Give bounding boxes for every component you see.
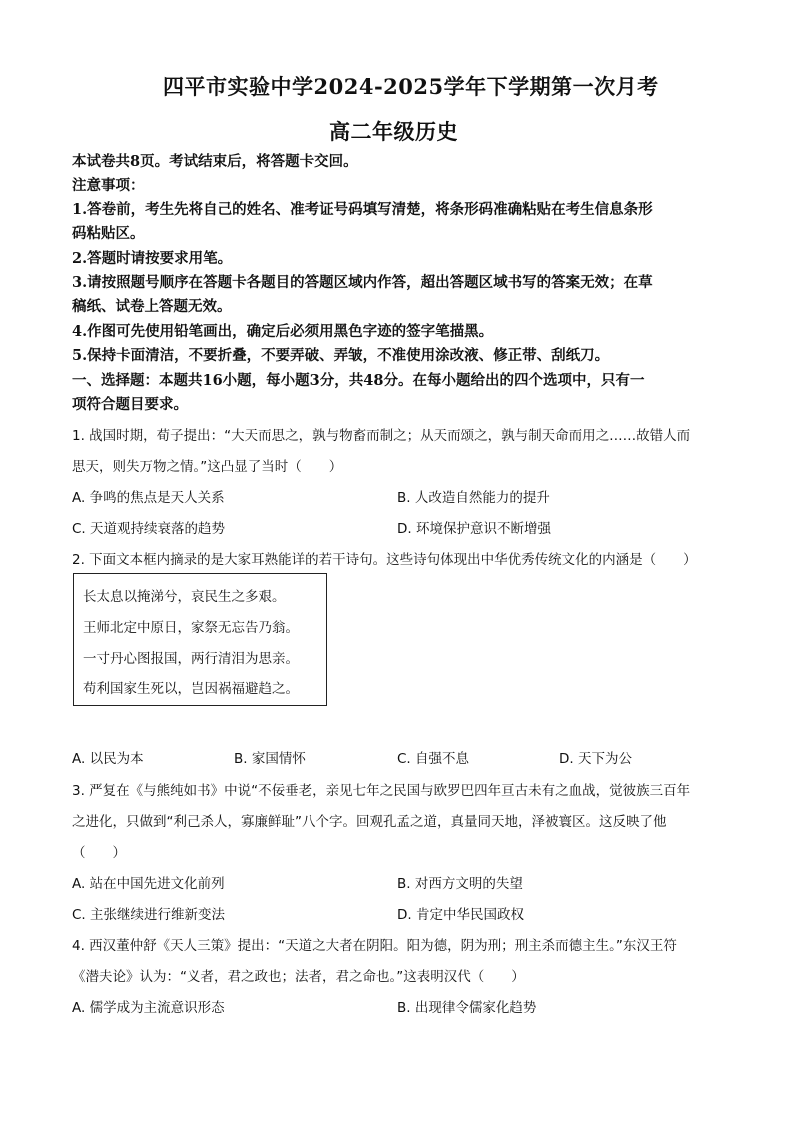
q3-stem-line-1: 3. 严复在《与熊纯如书》中说“不佞垂老，亲见七年之民国与欧罗巴四年亘古未有之血战，觉彼族三百年	[72, 783, 691, 799]
q4-option-a: A. 儒学成为主流意识形态	[72, 1000, 225, 1016]
q3-option-a: A. 站在中国先进文化前列	[72, 876, 225, 892]
q2-option-c: C. 自强不息	[397, 751, 470, 767]
exam-intro: 本试卷共8页。考试结束后，将答题卡交回。	[72, 153, 358, 170]
notice-heading: 注意事项：	[72, 177, 145, 194]
q3-option-b: B. 对西方文明的失望	[397, 876, 523, 892]
q2-stem: 2. 下面文本框内摘录的是大家耳熟能详的若干诗句。这些诗句体现出中华优秀传统文化的内涵是（ ）	[72, 552, 697, 568]
section-heading-line-2: 项符合题目要求。	[72, 396, 188, 413]
q2-option-b: B. 家国情怀	[234, 751, 306, 767]
notice-item-3-line-2: 稿纸、试卷上答题无效。	[72, 298, 232, 315]
q1-option-b: B. 人改造自然能力的提升	[397, 490, 550, 506]
notice-item-3-line-1: 3.请按照题号顺序在答题卡各题目的答题区域内作答，超出答题区域书写的答案无效；在草	[72, 274, 653, 291]
notice-item-1-line-1: 1.答卷前，考生先将自己的姓名、准考证号码填写清楚，将条形码准确粘贴在考生信息条形	[72, 201, 653, 218]
q3-option-d: D. 肯定中华民国政权	[397, 907, 524, 923]
q1-stem-line-2: 思天，则失万物之情。”这凸显了当时（ ）	[72, 459, 343, 475]
q3-stem-line-3: （ ）	[72, 845, 126, 861]
poem-text-box	[73, 573, 327, 706]
q4-stem-line-2: 《潜夫论》认为：“义者，君之政也；法者，君之命也。”这表明汉代（ ）	[72, 969, 525, 985]
q1-stem-line-1: 1. 战国时期，荀子提出：“大天而思之，孰与物畜而制之；从天而颂之，孰与制天命而用之……故错人而	[72, 428, 691, 444]
q4-stem-line-1: 4. 西汉董仲舒《天人三策》提出：“天道之大者在阴阳。阳为德，阴为刑；刑主杀而德主生。”东汉王符	[72, 938, 677, 954]
notice-item-2: 2.答题时请按要求用笔。	[72, 250, 233, 267]
q3-stem-line-2: 之进化，只做到“利己杀人，寡廉鲜耻”八个字。回观孔孟之道，真量同天地，泽被寰区。这反映了他	[72, 814, 667, 830]
q1-option-c: C. 天道观持续衰落的趋势	[72, 521, 226, 537]
poem-line-3: 一寸丹心图报国，两行清泪为思亲。	[83, 651, 299, 667]
poem-line-1: 长太息以掩涕兮，哀民生之多艰。	[83, 589, 286, 605]
poem-line-4: 苟利国家生死以，岂因祸福避趋之。	[83, 681, 299, 697]
poem-line-2: 王师北定中原日，家祭无忘告乃翁。	[83, 620, 299, 636]
exam-subtitle: 高二年级历史	[329, 119, 458, 144]
section-heading-line-1: 一、选择题：本题共16小题，每小题3分，共48分。在每小题给出的四个选项中，只有一	[72, 372, 645, 389]
q4-option-b: B. 出现律令儒家化趋势	[397, 1000, 537, 1016]
q2-option-d: D. 天下为公	[559, 751, 632, 767]
q1-option-a: A. 争鸣的焦点是天人关系	[72, 490, 225, 506]
q2-option-a: A. 以民为本	[72, 751, 144, 767]
notice-item-5: 5.保持卡面清洁，不要折叠，不要弄破、弄皱，不准使用涂改液、修正带、刮纸刀。	[72, 347, 610, 364]
exam-title: 四平市实验中学2024-2025学年下学期第一次月考	[163, 74, 659, 99]
notice-item-4: 4.作图可先使用铅笔画出，确定后必须用黑色字迹的签字笔描黑。	[72, 323, 494, 340]
q1-option-d: D. 环境保护意识不断增强	[397, 521, 551, 537]
notice-item-1-line-2: 码粘贴区。	[72, 225, 145, 242]
q3-option-c: C. 主张继续进行维新变法	[72, 907, 226, 923]
